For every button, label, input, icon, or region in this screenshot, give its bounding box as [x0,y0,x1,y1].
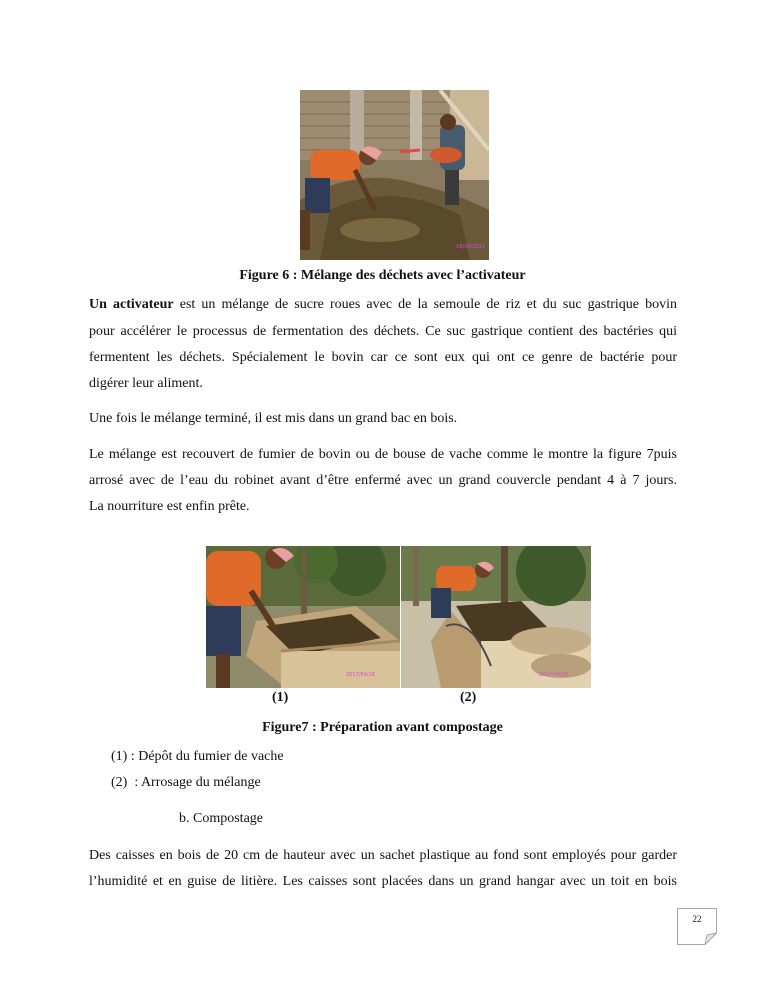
figure6-photo-stamp: 18/04/2017 [456,244,485,250]
figure7-photo-1-stamp: 2017/04/18 [346,672,375,678]
legend-item-2-text: : Arrosage du mélange [130,775,261,790]
legend-item-1-text: : Dépôt du fumier de vache [130,749,284,764]
section-heading: b. Compostage [179,811,263,826]
figure6-caption: Figure 6 : Mélange des déchets avec l’activateur [239,268,526,283]
figure7-photo-2-illustration [401,546,591,688]
figure6-photo-illustration [300,90,489,260]
paragraph1-line2: pour accélérer le processus de fermentation des déchets. Ce suc gastrique contient des bactéries qui [89,324,677,339]
paragraph1-line3: fermentent les déchets. Spécialement le bovin car ce sont eux qui ont ce genre de bactérie pour [89,350,677,365]
paragraph2: Une fois le mélange terminé, il est mis dans un grand bac en bois. [89,411,458,426]
legend-item-2-number: (2) [111,775,128,790]
activateur-term: Un activateur [89,297,174,312]
paragraph1-line4: digérer leur aliment. [89,376,203,391]
legend-item-1-number: (1) [111,749,128,764]
paragraph3-line1: Le mélange est recouvert de fumier de bovin ou de bouse de vache comme le montre la figure 7puis [89,447,677,462]
paragraph3-line2: arrosé avec de l’eau du robinet avant d’être enfermé avec un grand couvercle pendant 4 à 7 jours. [89,473,677,488]
paragraph1-line1 [89,297,677,313]
figure7-label-2: (2) [460,690,477,705]
paragraph4-line1: Des caisses en bois de 20 cm de hauteur avec un sachet plastique au fond sont employés pour garder [89,848,677,863]
legend-item-2 [111,775,261,791]
page-number-box [677,908,717,945]
figure7-photo-1-illustration [206,546,400,688]
page-number: 22 [692,914,702,924]
paragraph3-line3: La nourriture est enfin prête. [89,499,250,514]
figure7-label-1: (1) [272,690,289,705]
paragraph1-line1-text: est un mélange de sucre roues avec de la semoule de riz et du suc gastrique bovin [173,297,677,312]
figure7-photo-1 [206,546,400,688]
paragraph4-line2: l’humidité et en guise de litière. Les caisses sont placées dans un grand hangar avec un toit en bois [89,874,677,889]
figure6-photo [300,90,489,260]
legend-item-1 [111,749,284,765]
figure7-photo-2-stamp: 2017/04/18 [539,672,568,678]
figure7-caption: Figure7 : Préparation avant compostage [262,720,503,735]
figure7-photo-2 [401,546,591,688]
